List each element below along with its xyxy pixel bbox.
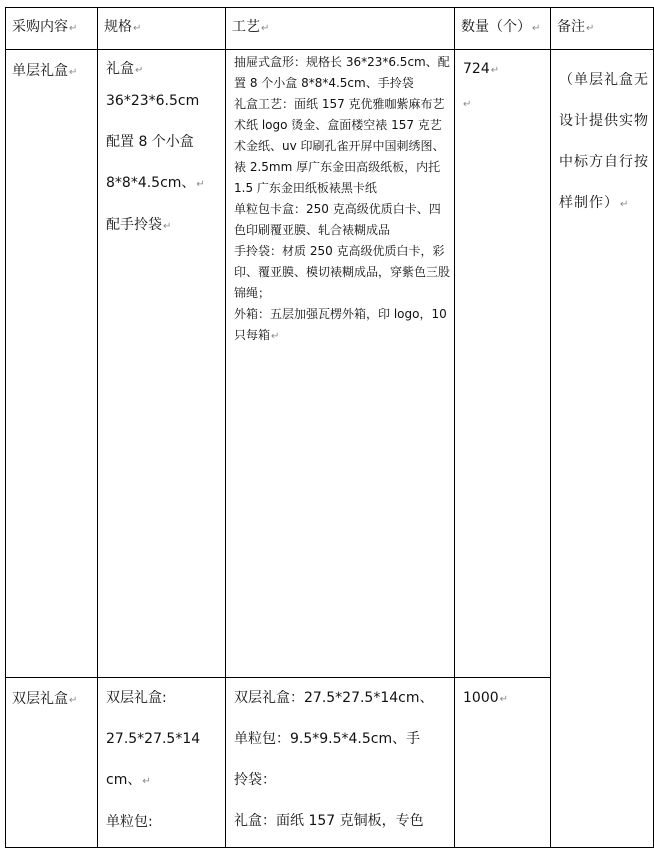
row1-quantity: 724: [463, 61, 490, 77]
header-content: [6, 8, 98, 50]
header-note: [551, 8, 654, 50]
table-row: [6, 50, 654, 678]
row1-spec-line: 36*23*6.5cm: [106, 93, 200, 109]
paragraph-mark-icon: ↵: [261, 23, 270, 34]
process-paragraph: 抽屉式盒形：规格长 36*23*6.5cm、配置 8 个小盒 8*8*4.5cm、手拎袋: [234, 55, 450, 90]
paragraph-mark-icon: ↵: [69, 67, 78, 78]
header-note-label: 备注: [557, 19, 585, 35]
row2-process-text: 双层礼盒：27.5*27.5*14cm、 单粒包：9.5*9.5*4.5cm、手 拎袋： 礼盒：面纸 157 克铜板，专色: [234, 690, 434, 829]
row1-spec-line: 配手拎袋↵: [106, 217, 172, 233]
row1-spec-line: 配置 8 个小盒: [106, 134, 194, 150]
paragraph-mark-icon: ↵: [69, 23, 78, 34]
header-quantity: [455, 8, 551, 50]
row2-name-cell: [6, 678, 98, 848]
header-spec: [98, 8, 226, 50]
note-cell: （单层礼盒无设计提供实物中标方自行按样制作）↵: [551, 50, 654, 848]
header-process: [226, 8, 455, 50]
row2-quantity-cell: 1000↵: [455, 678, 551, 848]
row1-name-cell: [6, 50, 98, 678]
row1-spec-cell: [98, 50, 226, 678]
row2-name: 双层礼盒: [12, 691, 68, 707]
paragraph-mark-icon: ↵: [463, 99, 472, 110]
row2-spec-text: 双层礼盒: 27.5*27.5*14 cm、↵ 单粒包:: [106, 690, 201, 830]
row1-spec-line: 礼盒↵: [106, 61, 144, 77]
row1-spec-line: 8*8*4.5cm、↵: [106, 175, 205, 191]
process-paragraph: 单粒包卡盒：250 克高级优质白卡、四色印刷覆亚膜、轧合裱糊成品: [234, 202, 441, 237]
row2-quantity: 1000: [463, 690, 499, 706]
header-content-label: 采购内容: [12, 19, 68, 35]
paragraph-mark-icon: ↵: [532, 23, 541, 34]
row2-spec-cell: [98, 678, 226, 848]
procurement-table: [5, 7, 654, 848]
row2-process-cell: [226, 678, 455, 848]
process-paragraph: 礼盒工艺：面纸 157 克优雅咖紫麻布艺术纸 logo 烫金、盒面楼空裱 157 克艺术金纸、uv 印刷孔雀开屏中国刺绣图、裱 2.5mm 厚广东金田高级纸板，内托 1.5 广东金田纸板裱黑卡纸: [234, 97, 445, 195]
row1-note: （单层礼盒无设计提供实物中标方自行按样制作）: [559, 72, 649, 211]
paragraph-mark-icon: ↵: [133, 23, 142, 34]
header-row: [6, 8, 654, 50]
paragraph-mark-icon: ↵: [586, 23, 595, 34]
row1-quantity-cell: 724↵ ↵: [455, 50, 551, 678]
process-paragraph: 手拎袋：材质 250 克高级优质白卡，彩印、覆亚膜、模切裱糊成品，穿紫色三股锦绳；: [234, 244, 451, 300]
header-process-label: 工艺: [232, 19, 260, 35]
process-paragraph-last: 外箱：五层加强瓦楞外箱，印 logo，10 只每箱↵: [234, 307, 447, 342]
header-spec-label: 规格: [104, 19, 132, 35]
row1-process-cell: [226, 50, 455, 678]
row1-name: 单层礼盒: [12, 63, 68, 79]
header-quantity-label: 数量（个）: [461, 19, 531, 35]
row1-process-text: [226, 50, 454, 347]
paragraph-mark-icon: ↵: [69, 695, 78, 706]
